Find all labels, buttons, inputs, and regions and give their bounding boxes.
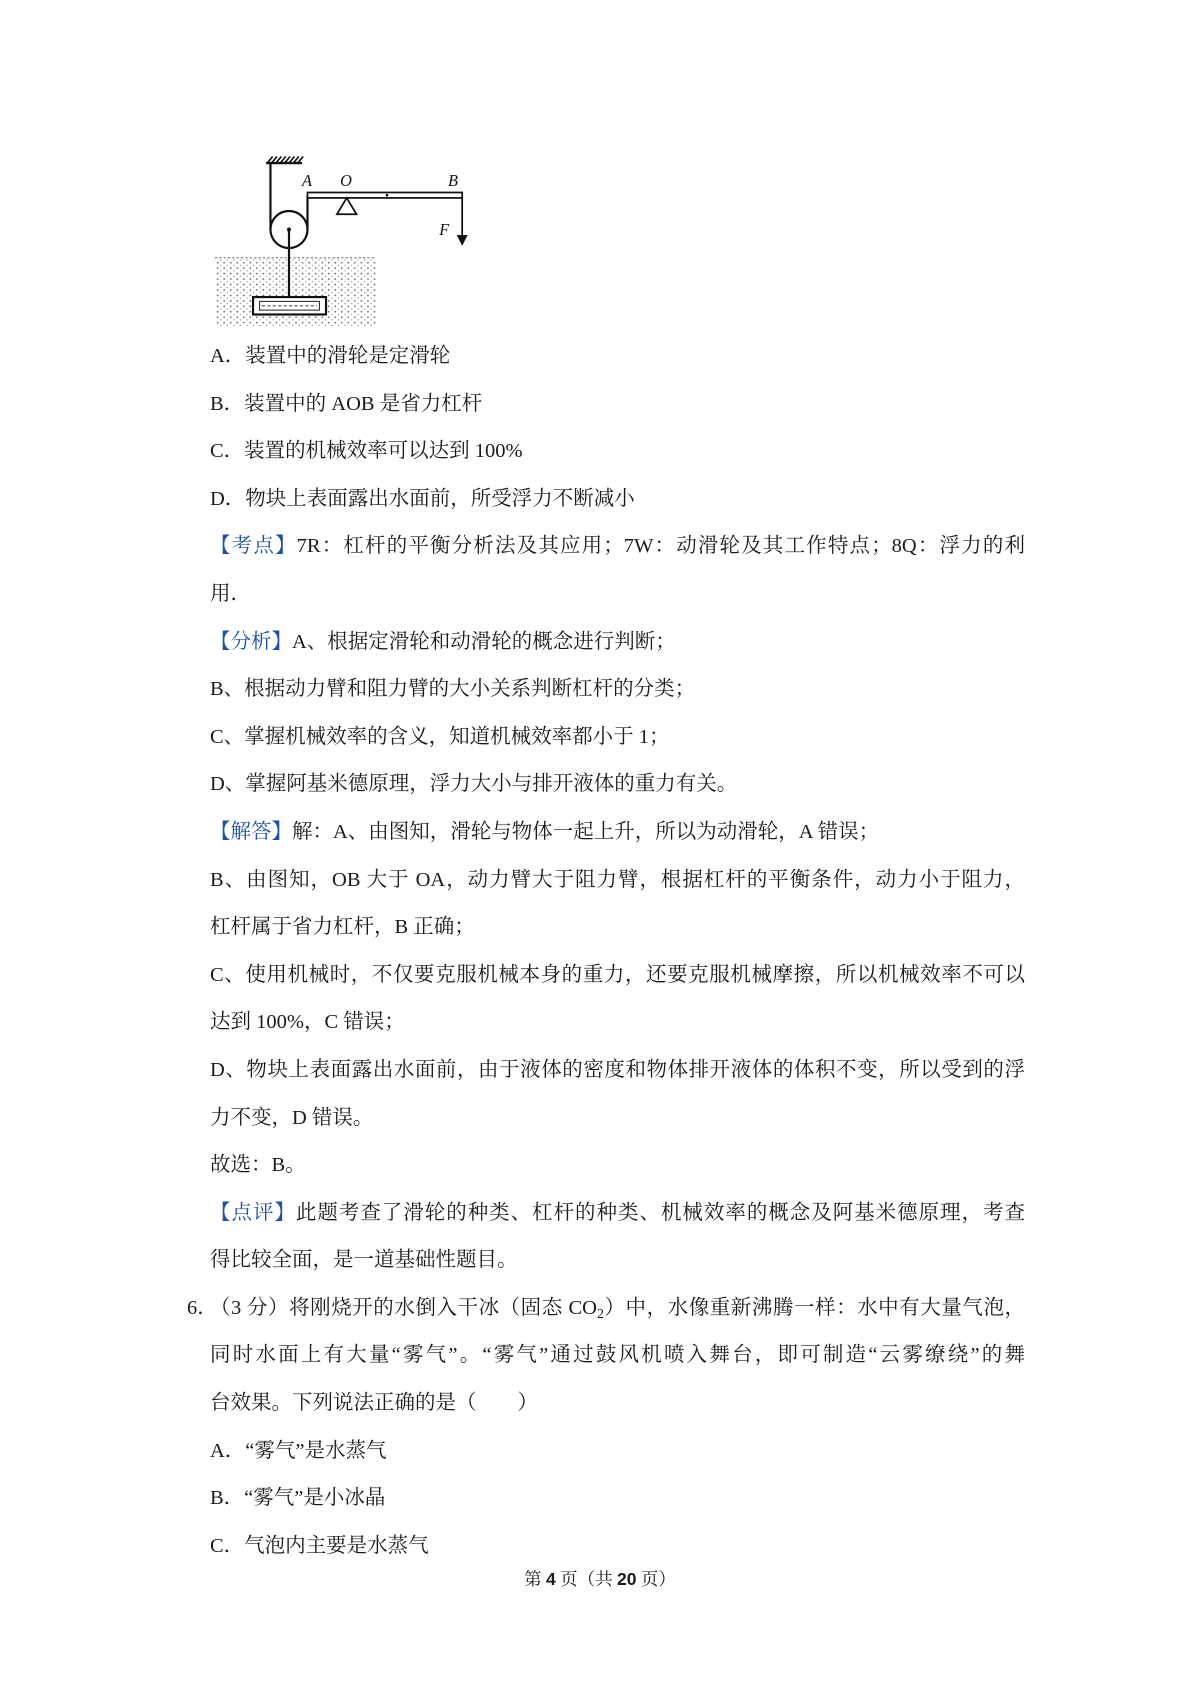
jieda-line: 力不变，D 错误。 xyxy=(210,1106,374,1129)
fenxi-line: C、掌握机械效率的含义，知道机械效率都小于 1； xyxy=(210,725,670,748)
dianping-tag: 【点评】 xyxy=(210,1201,296,1224)
q6-option-a: A．“雾气”是水蒸气 xyxy=(210,1439,387,1462)
dianping-line: 得比较全面，是一道基础性题目。 xyxy=(210,1249,518,1272)
q6-option-c: C．气泡内主要是水蒸气 xyxy=(210,1534,429,1557)
pulley-lever-diagram xyxy=(207,150,469,333)
q5-option-d: D．物块上表面露出水面前，所受浮力不断减小 xyxy=(210,487,635,510)
page-footer xyxy=(0,1566,1200,1592)
jieda-line: 杠杆属于省力杠杆，B 正确； xyxy=(210,916,475,939)
q5-option-a: A．装置中的滑轮是定滑轮 xyxy=(210,345,451,367)
question-6-stem-line xyxy=(187,1285,1025,1333)
question-6-stem-line: 台效果。下列说法正确的是（ ） xyxy=(210,1392,538,1415)
jieda-answer: 故选：B。 xyxy=(210,1154,306,1177)
jieda-line: B、由图知，OB 大于 OA，动力臂大于阻力臂，根据杠杆的平衡条件，动力小于阻力， xyxy=(210,868,1025,891)
dianping-text: 此题考查了滑轮的种类、杠杆的种类、机械效率的概念及阿基米德原理，考查 xyxy=(295,1201,1026,1224)
jieda-text: 解：A、由图知，滑轮与物体一起上升，所以为动滑轮，A 错误； xyxy=(292,820,880,843)
force-arrow-head xyxy=(457,235,468,246)
footer-suffix: 页） xyxy=(636,1569,676,1589)
kaodian-text: 7R：杠杆的平衡分析法及其应用；7W：动滑轮及其工作特点；8Q：浮力的利 xyxy=(296,535,1025,558)
jieda-line: 达到 100%，C 错误； xyxy=(210,1011,405,1034)
q5-option-c: C．装置的机械效率可以达到 100% xyxy=(210,440,523,463)
jieda-line xyxy=(210,809,1025,857)
jieda-line: C、使用机械时，不仅要克服机械本身的重力，还要克服机械摩擦，所以机械效率不可以 xyxy=(210,963,1025,986)
fenxi-tag: 【分析】 xyxy=(210,630,292,653)
water xyxy=(215,258,376,327)
q5-option-b: B．装置中的 AOB 是省力杠杆 xyxy=(210,392,483,415)
fenxi-line xyxy=(210,619,1025,667)
question-6-stem-line: 同时水面上有大量“雾气”。“雾气”通过鼓风机喷入舞台，即可制造“云雾缭绕”的舞 xyxy=(210,1344,1025,1367)
kaodian-line: 用． xyxy=(210,582,251,605)
label-o: O xyxy=(340,170,352,190)
dianping-line xyxy=(210,1190,1025,1238)
kaodian-line xyxy=(210,523,1025,571)
footer-middle: 页（共 xyxy=(555,1569,617,1589)
ceiling-support xyxy=(266,157,303,164)
footer-total-pages: 20 xyxy=(617,1569,637,1589)
fulcrum-triangle xyxy=(337,198,357,214)
q6-option-b: B．“雾气”是小冰晶 xyxy=(210,1487,386,1510)
footer-page-number: 4 xyxy=(546,1569,556,1589)
fenxi-text: A、根据定滑轮和动滑轮的概念进行判断； xyxy=(292,630,676,653)
lever-bar xyxy=(308,192,463,197)
label-f: F xyxy=(439,219,450,239)
stem-text: ）中，水像重新沸腾一样：水中有大量气泡， xyxy=(603,1296,1025,1319)
question-number: 6． xyxy=(187,1296,218,1319)
lever-mark xyxy=(386,194,389,197)
jieda-tag: 【解答】 xyxy=(210,820,292,843)
jieda-line: D、物块上表面露出水面前，由于液体的密度和物体排开液体的体积不变，所以受到的浮 xyxy=(210,1058,1025,1081)
pulley-axle xyxy=(287,228,291,232)
subscript: 2 xyxy=(596,1306,604,1322)
page-content xyxy=(187,333,1026,1570)
fenxi-line: D、掌握阿基米德原理，浮力大小与排开液体的重力有关。 xyxy=(210,773,738,796)
label-b: B xyxy=(448,170,459,190)
kaodian-tag: 【考点】 xyxy=(210,535,297,558)
label-a: A xyxy=(302,170,313,190)
stem-text: （3 分）将刚烧开的水倒入干冰（固态 CO xyxy=(210,1296,597,1319)
fenxi-line: B、根据动力臂和阻力臂的大小关系判断杠杆的分类； xyxy=(210,678,696,701)
footer-prefix: 第 xyxy=(524,1569,547,1589)
